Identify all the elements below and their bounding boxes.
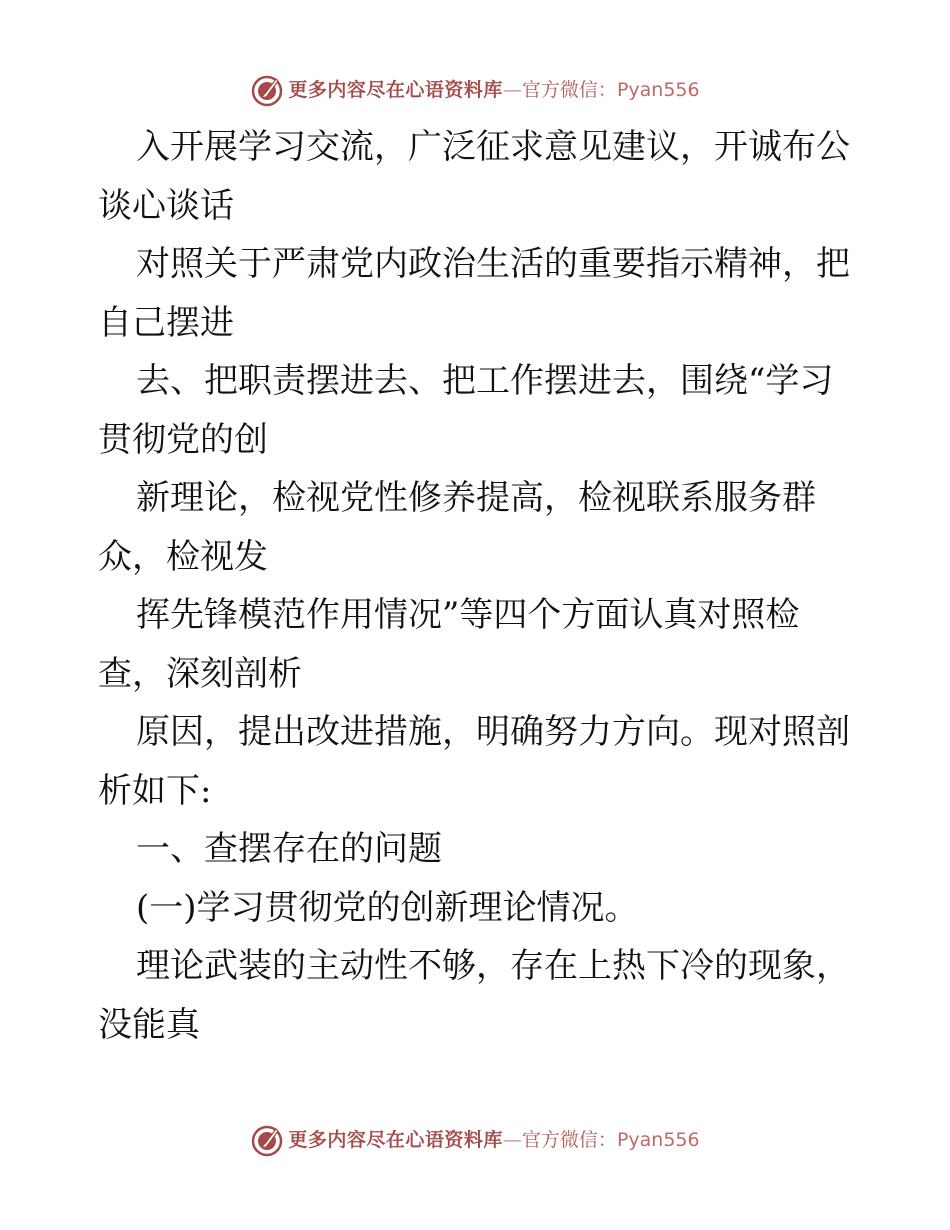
paragraph-line: 析如下:: [98, 770, 212, 811]
banner-wechat-handle: Pyan556: [616, 79, 700, 101]
banner-main-text: 更多内容尽在心语资料库: [288, 79, 503, 101]
paragraph-line: 自己摆进: [98, 302, 234, 343]
banner-main-text: 更多内容尽在心语资料库: [288, 1129, 503, 1151]
header-banner[interactable]: [0, 70, 950, 110]
paragraph-line: 没能真: [98, 1004, 200, 1045]
paragraph-line: 去、把职责摆进去、把工作摆进去，围绕“学习: [136, 361, 834, 401]
paragraph-line: 入开展学习交流，广泛征求意见建议，开诚布公: [136, 127, 850, 167]
paragraph-line: 原因，提出改进措施，明确努力方向。现对照剖: [136, 712, 850, 752]
paragraph-line: 谈心谈话: [98, 185, 234, 226]
banner-wechat-label: 官方微信：: [521, 1129, 617, 1151]
paragraph-line: 新理论，检视党性修养提高，检视联系服务群: [136, 478, 816, 518]
banner-wechat-handle: Pyan556: [616, 1129, 700, 1151]
paragraph-line: 贯彻党的创: [98, 419, 268, 460]
banner-wechat-label: 官方微信：: [521, 79, 617, 101]
section-heading: 一、查摆存在的问题: [136, 829, 442, 869]
paragraph-line: 众，检视发: [98, 536, 268, 577]
paragraph-line: 对照关于严肃党内政治生活的重要指示精神，把: [136, 244, 850, 284]
banner-separator: —: [502, 1129, 522, 1151]
subsection-heading: (一)学习贯彻党的创新理论情况。: [136, 887, 639, 928]
paragraph-line: 查，深刻剖析: [98, 653, 302, 694]
footer-banner[interactable]: [0, 1120, 950, 1160]
quill-seal-icon: [250, 73, 284, 107]
document-body: [98, 118, 878, 1054]
banner-separator: —: [502, 79, 522, 101]
quill-seal-icon: [250, 1123, 284, 1157]
paragraph-line: 理论武装的主动性不够，存在上热下冷的现象，: [136, 946, 850, 986]
paragraph-line: 挥先锋模范作用情况”等四个方面认真对照检: [136, 595, 800, 635]
